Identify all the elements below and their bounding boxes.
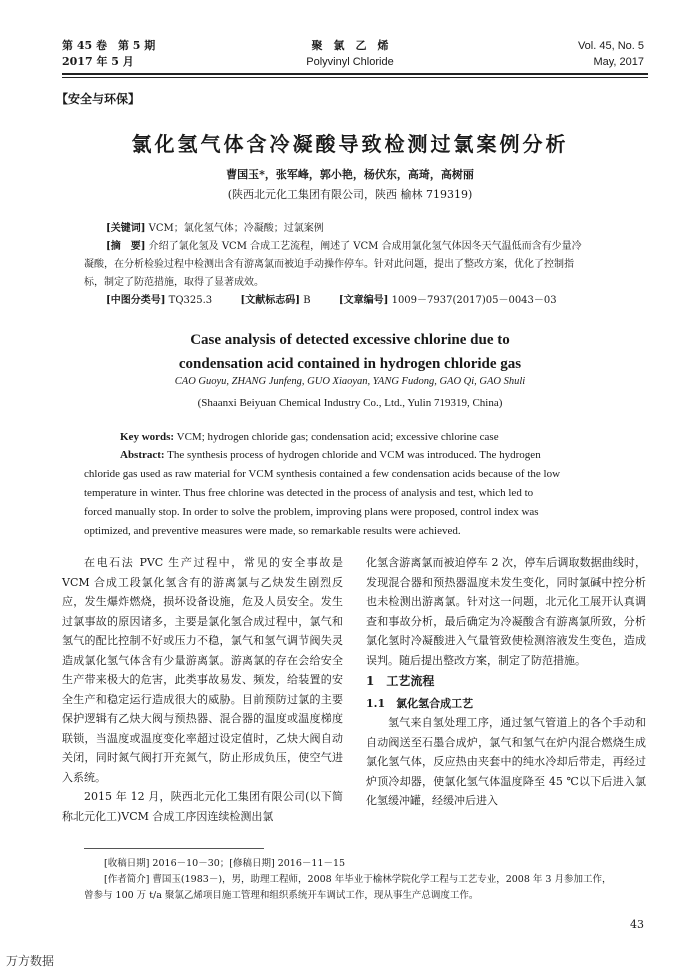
clc-value: TQ325.3 [168, 295, 213, 306]
keywords-en-label: Key words: [120, 431, 175, 443]
abstract-en-line: The synthesis process of hydrogen chloride and VCM was introduced. The hydrogen [167, 449, 541, 461]
abstract-en-first [120, 446, 650, 465]
section-heading: 1 工艺流程 [366, 674, 435, 688]
abstract-cn-line: 凝酸，在分析检验过程中检测出含有游离氯而被迫手动操作停车。针对此问题，提出了整改方案，优化了控制指 [84, 259, 574, 270]
authors-en: CAO Guoyu, ZHANG Junfeng, GUO Xiaoyan, YANG Fudong, GAO Qi, GAO Shuli [174, 376, 526, 387]
header-date-cn: 2017 年 5 月 [62, 55, 134, 68]
watermark: 万方数据 [6, 954, 55, 968]
header-rule-thin [62, 77, 648, 78]
header-journal-cn: 聚 氯 乙 烯 [311, 39, 389, 52]
header-vol-issue-cn: 第 45 卷 第 5 期 [62, 39, 156, 52]
footnote-bio-cont: 曾参与 100 万 t/a 聚氯乙烯项目施工管理和组织系统开车调试工作，现从事生产总调度工作。 [84, 890, 479, 901]
article-no-value: 1009－7937(2017)05－0043－03 [391, 295, 557, 306]
footnote [84, 856, 650, 904]
abstract-en-line: chloride gas used as raw material for VCM synthesis contained a few condensation acids because of the low [84, 468, 561, 480]
header-journal-en: Polyvinyl Chloride [306, 56, 394, 68]
keywords-cn [106, 220, 626, 238]
abstract-cn-label: [摘 要] [106, 241, 146, 252]
abstract-en-line: temperature in winter. Thus free chlorine was detected in the process of analysis and test, which led to [84, 487, 534, 499]
body-paragraph: 2015 年 12 月，陕西北元化工集团有限公司(以下简称北元化工)VCM 合成工序因连续检测出氯 [62, 790, 343, 823]
keywords-cn-label: [关键词] [106, 223, 146, 234]
header-right [578, 38, 644, 70]
cn-meta-block [106, 220, 626, 256]
footnote-dates: [收稿日期] 2016－10－30；[修稿日期] 2016－11－15 [104, 858, 346, 869]
abstract-cn-line: 介绍了氯化氢及 VCM 合成工艺流程，阐述了 VCM 合成用氯化氢气体因冬天气温低而含有少量冷 [148, 241, 582, 252]
affiliation-en: (Shaanxi Beiyuan Chemical Industry Co., Ltd., Yulin 719319, China) [197, 397, 503, 409]
abstract-cn-line: 标，制定了防范措施，取得了显著成效。 [84, 277, 264, 288]
title-en-line: Case analysis of detected excessive chlorine due to [190, 332, 510, 348]
body-right-column [366, 553, 646, 811]
doc-code-value: B [303, 295, 311, 306]
authors-cn: 曹国玉*，张军峰，郭小艳，杨伏东，高琦，高树丽 [226, 168, 474, 181]
abstract-cn-continued [84, 256, 644, 292]
section-tag: 【安全与环保】 [56, 92, 141, 106]
body-paragraph: 氢气来自氢处理工序，通过氢气管道上的各个手动和自动阀送至石墨合成炉，氯气和氢气在炉内混合燃烧生成氯化氢气体，反应热由夹套中的纯水冷却后带走，再经过炉顶冷却器，使氯化氢气体温度降至 45 ℃以下后进入氯化氢缓冲罐，经缓冲后进入 [366, 716, 646, 807]
keywords-en [120, 428, 630, 447]
doc-code-label: [文献标志码] [240, 295, 300, 306]
abstract-en-rest [84, 465, 649, 541]
subsection-heading: 1.1 氯化氢合成工艺 [366, 696, 474, 710]
keywords-en-text: VCM; hydrogen chloride gas; condensation acid; excessive chlorine case [176, 431, 499, 443]
body-left-column [62, 553, 343, 826]
abstract-cn [106, 238, 626, 256]
title-en-line: condensation acid contained in hydrogen chloride gas [178, 356, 522, 372]
title-en [0, 328, 700, 376]
keywords-cn-text: VCM；氯化氢气体；冷凝酸；过氯案例 [148, 223, 324, 234]
header-date-en: May, 2017 [593, 56, 644, 68]
clc-label: [中图分类号] [106, 295, 166, 306]
article-no-label: [文章编号] [338, 295, 389, 306]
abstract-en-line: forced manually stop. In order to solve the problem, improving plans were proposed, control index was [84, 506, 539, 518]
footnote-bio: [作者简介] 曹国玉(1983－)，男，助理工程师，2008 年毕业于榆林学院化学工程与工艺专业，2008 年 3 月参加工作， [104, 874, 612, 885]
classification-line [106, 292, 646, 310]
title-cn: 氯化氢气体含冷凝酸导致检测过氯案例分析 [131, 132, 569, 156]
abstract-en-line: optimized, and preventive measures were made, so remarkable results were achieved. [84, 525, 461, 537]
header-rule-thick [62, 73, 648, 75]
footnote-rule [84, 848, 264, 849]
body-paragraph: 在电石法 PVC 生产过程中，常见的安全事故是 VCM 合成工段氯化氢含有的游离氯与乙炔发生剧烈反应，发生爆炸燃烧，损坏设备设施，危及人员安全。发生过氯事故的原因诸多，主要是氯化氢合成过程中，氯气和氢气的配比控制不好或压力不稳，氯气和氢气调节阀失灵造成氯化氢气体含有少量游离氯。游离氯的存在会给安全生产带来极大的危害，此类事故易发、频发，给装置的安全生产和稳定运行造成很大的威胁。目前预防过氯的主要保护逻辑有乙炔大阀与预热器、混合器的温度或温度梯度联锁，当温度或温度变化率超过设定值时，乙炔大阀自动关闭，同时氮气阀打开充氮气，防止形成负压，使空气进入系统。 [62, 556, 343, 784]
header-vol-issue-en: Vol. 45, No. 5 [577, 40, 644, 52]
body-paragraph: 化氢含游离氯而被迫停车 2 次，停车后调取数据曲线时，发现混合器和预热器温度未发生变化，同时氯碱中控分析也未检测出游离氯。针对这一问题，北元化工展开认真调查和事故分析，最后确定为冷凝酸含有游离氯所致，分析氯化氢时冷凝酸进入气量管致使检测溶液发生变色，造成误判。随后提出整改方案，制定了防范措施。 [366, 556, 646, 667]
abstract-en-label: Abstract: [120, 449, 165, 461]
page-number: 43 [630, 918, 644, 931]
affiliation-cn: (陕西北元化工集团有限公司，陕西 榆林 719319) [227, 188, 473, 201]
